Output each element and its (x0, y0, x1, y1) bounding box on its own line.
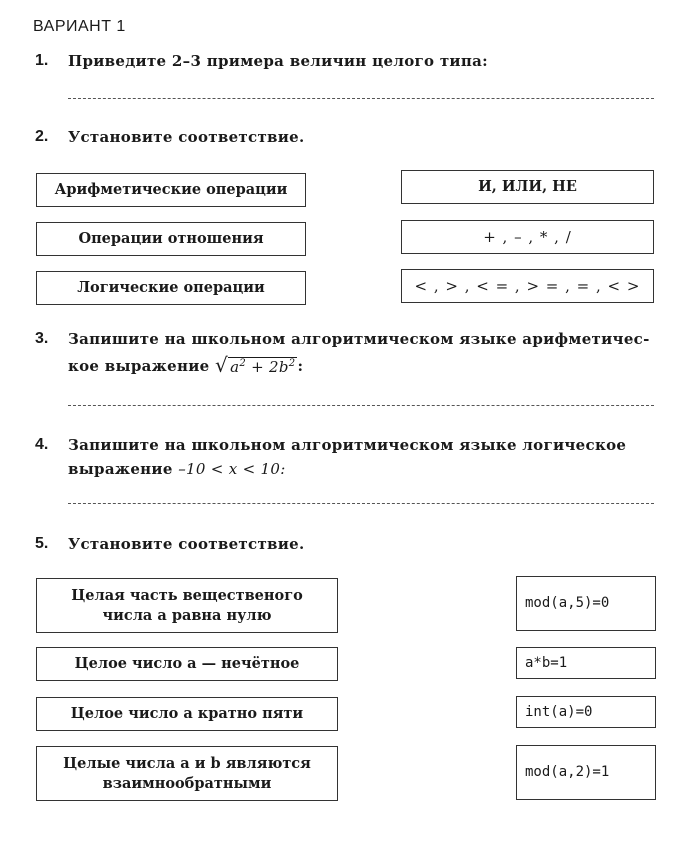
question-1-number: 1. (35, 52, 49, 69)
question-4-line2 (68, 460, 286, 478)
match5-left-odd[interactable]: Целое число a — нечётное (36, 647, 338, 681)
question-5-number: 5. (35, 535, 49, 552)
question-5-text: Установите соответствие. (68, 535, 305, 553)
match-left-relational[interactable]: Операции отношения (36, 222, 306, 256)
question-3-number: 3. (35, 330, 49, 347)
match5-left-fraction-zero[interactable]: Целая часть вещественого числа a равна нулю (36, 578, 338, 633)
question-3-colon: : (297, 356, 304, 375)
question-4-line1: Запишите на школьном алгоритмическом языке логическое (68, 436, 627, 454)
question-4-prefix: выражение (68, 460, 173, 478)
answer-line-4[interactable] (68, 503, 654, 504)
question-4-number: 4. (35, 436, 49, 453)
match-right-arith-symbols[interactable]: + , – , * , / (401, 220, 654, 254)
match-right-relational-symbols[interactable]: < , > , < = , > = , = , < > (401, 269, 654, 303)
question-4-expression: –10 < x < 10: (178, 460, 286, 478)
question-3-line1: Запишите на школьном алгоритмическом языке арифметичес- (68, 330, 650, 348)
question-3-line2-text: кое выражение (68, 356, 210, 375)
sqrt-expression (215, 355, 297, 376)
variant-title: ВАРИАНТ 1 (33, 18, 126, 35)
question-2-number: 2. (35, 128, 49, 145)
question-2-text: Установите соответствие. (68, 128, 305, 146)
sqrt-icon: √ (215, 353, 229, 377)
sqrt-radicand: $a^2 + 2b^2$ (230, 358, 296, 376)
match5-right-int[interactable]: int(a)=0 (516, 696, 656, 728)
answer-line-1[interactable] (68, 98, 654, 99)
answer-line-3[interactable] (68, 405, 654, 406)
match-left-arithmetic[interactable]: Арифметические операции (36, 173, 306, 207)
question-1-text: Приведите 2–3 примера величин целого типа: (68, 52, 488, 70)
match5-left-multiple-five[interactable]: Целое число a кратно пяти (36, 697, 338, 731)
question-3-line2 (68, 355, 303, 376)
match-left-logical[interactable]: Логические операции (36, 271, 306, 305)
match5-right-mod5[interactable]: mod(a,5)=0 (516, 576, 656, 631)
match5-left-reciprocal[interactable]: Целые числа a и b являются взаимнообратными (36, 746, 338, 801)
match5-right-mod2[interactable]: mod(a,2)=1 (516, 745, 656, 800)
match-right-logic-words[interactable]: И, ИЛИ, НЕ (401, 170, 654, 204)
match5-right-product[interactable]: a*b=1 (516, 647, 656, 679)
